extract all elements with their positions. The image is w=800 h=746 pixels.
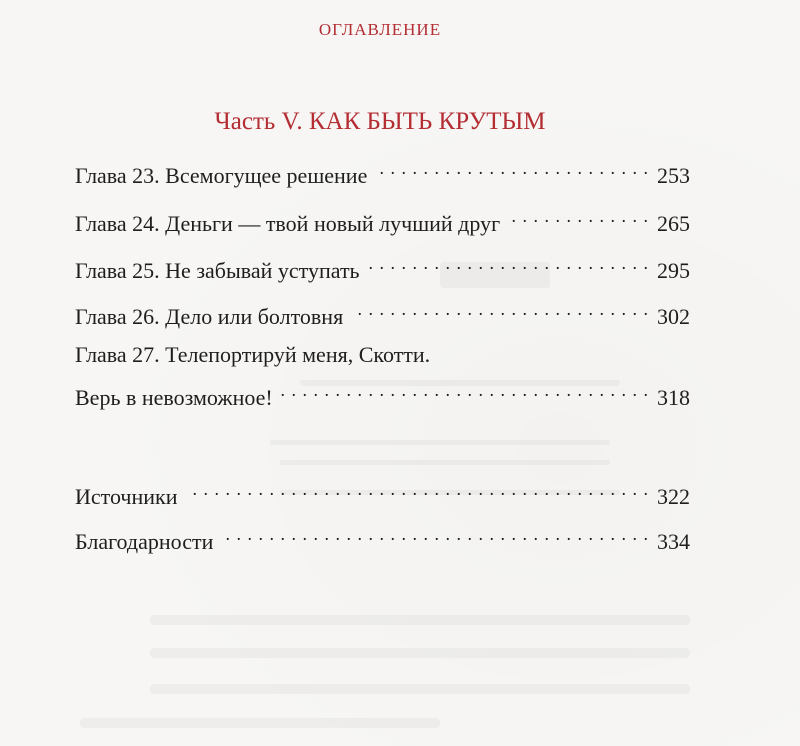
dot-leader bbox=[281, 375, 649, 405]
toc-entry-sources bbox=[75, 474, 690, 509]
toc-entry-title: Глава 24. Деньги — твой новый лучший друг bbox=[75, 211, 501, 236]
toc-entry-acknowledgements bbox=[75, 519, 690, 554]
dot-leader bbox=[508, 201, 649, 231]
dot-leader bbox=[368, 248, 649, 278]
toc-entry-title: Благодарности bbox=[75, 529, 214, 554]
dot-leader bbox=[351, 294, 649, 324]
toc-entry-page: 253 bbox=[657, 163, 690, 188]
toc-entry-title: Глава 23. Всемогущее решение bbox=[75, 163, 368, 188]
toc-entry-chapter-25 bbox=[75, 248, 690, 283]
toc-entry-title: Источники bbox=[75, 484, 178, 509]
toc-entry-page: 322 bbox=[657, 484, 690, 509]
toc-entry-title: Глава 25. Не забывай уступать bbox=[75, 258, 360, 283]
toc-entry-page: 265 bbox=[657, 211, 690, 236]
toc-entry-page: 334 bbox=[657, 529, 690, 554]
toc-entry-page: 295 bbox=[657, 258, 690, 283]
toc-entry-chapter-27-line1: Глава 27. Телепортируй меня, Скотти. bbox=[75, 342, 431, 367]
running-head: ОГЛАВЛЕНИЕ bbox=[318, 20, 442, 39]
toc-entry-title: Глава 26. Дело или болтовня bbox=[75, 304, 344, 329]
part-title: Часть V. КАК БЫТЬ КРУТЫМ bbox=[214, 108, 546, 135]
dot-leader bbox=[375, 153, 649, 183]
toc-entry-chapter-24 bbox=[75, 201, 690, 236]
toc-entry-chapter-23 bbox=[75, 153, 690, 188]
dot-leader bbox=[185, 474, 649, 504]
toc-entry-page: 302 bbox=[657, 304, 690, 329]
toc-entry-page: 318 bbox=[657, 385, 690, 410]
toc-entry-title: Верь в невозможное! bbox=[75, 385, 273, 410]
dot-leader bbox=[221, 519, 649, 549]
toc-entry-chapter-26 bbox=[75, 294, 690, 329]
toc-entry-chapter-27 bbox=[75, 375, 690, 410]
